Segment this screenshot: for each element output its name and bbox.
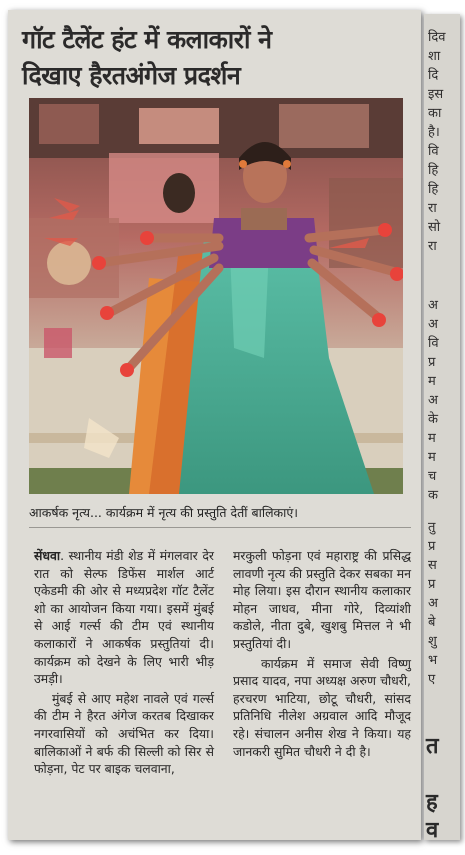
dateline: सेंधवा xyxy=(34,548,61,563)
newspaper-clipping xyxy=(8,10,421,840)
fragment: के xyxy=(428,412,438,427)
paragraph-1-text: . स्थानीय मंडी शेड में मंगलवार देर रात को सेल्फ डिफेंस मार्शल आर्ट एकेडमी की ओर से मध्यप्रदेश गॉट टैलेंट शो का आयोजन किया गया। इसमें मुंबई से आई गर्ल्स की टीम एवं स्थानीय कलाकारों ने आकर्षक प्रस्तुतियां दी। कार्यक्रम को देखने के लिए भारी भीड़ उमड़ी। xyxy=(34,548,214,687)
fragment: म xyxy=(428,450,436,465)
fragment: भ xyxy=(428,653,438,668)
fragment: ए xyxy=(428,672,436,687)
fragment: वि xyxy=(428,336,439,351)
fragment: इस xyxy=(428,87,444,102)
fragment: हि xyxy=(428,163,439,178)
fragment: प्र xyxy=(428,577,436,592)
article-column-1 xyxy=(34,547,214,780)
fragment: रा xyxy=(428,201,437,216)
fragment: है। xyxy=(428,125,440,140)
adjacent-text-low xyxy=(428,518,458,689)
fragment: अ xyxy=(428,596,438,611)
fragment: सो xyxy=(428,220,441,235)
fragment: क xyxy=(428,488,438,503)
caption-divider xyxy=(29,527,411,528)
fragment: अ xyxy=(428,393,438,408)
fragment: हि xyxy=(428,182,439,197)
fragment: तु xyxy=(428,520,436,535)
fragment: का xyxy=(428,106,442,121)
fragment: दिव xyxy=(428,30,446,45)
adjacent-text-top xyxy=(428,28,458,256)
fragment: बे xyxy=(428,615,436,630)
photo-caption: आकर्षक नृत्य... कार्यक्रम में नृत्य की प्रस्तुति देतीं बालिकाएं। xyxy=(29,505,299,520)
headline xyxy=(22,22,412,94)
dance-performance-image xyxy=(29,98,403,494)
fragment: रा xyxy=(428,239,437,254)
adjacent-clipping xyxy=(424,14,460,840)
paragraph-4: कार्यक्रम में समाज सेवी विष्णु प्रसाद यादव, नपा अध्यक्ष अरुण चौधरी, हरचरण भाटिया, छोटू चौधरी, सांसद प्रतिनिधि नीलेश अग्रवाल आदि मौजूद रहे। संचालन अनीस शेख ने किया। यह जानकरी सुमित चौधरी ने दी है। xyxy=(233,655,411,759)
fragment: च xyxy=(428,469,437,484)
fragment: प्र xyxy=(428,539,436,554)
paragraph-1 xyxy=(34,547,214,688)
headline-line-1: गॉट टैलेंट हंट में कलाकारों ने xyxy=(22,25,272,54)
fragment: स xyxy=(428,558,437,573)
adjacent-heading-fragment: ह xyxy=(426,790,438,815)
fragment: वि xyxy=(428,144,439,159)
paragraph-3: मरकुली फोड़ना एवं महाराष्ट्र की प्रसिद्ध लावणी नृत्य की प्रस्तुति देकर सबका मन मोह लिया। इस दौरान स्थानीय कलाकार मोहन जाधव, मीना गोरे, दिव्यांशी कडोले, नीता दुबे, खुशबु मित्तल ने भी प्रस्तुतियां दी। xyxy=(233,548,411,651)
fragment: शा xyxy=(428,49,441,64)
article-column-2 xyxy=(233,547,411,762)
headline-line-2: दिखाए हैरतअंगेज प्रदर्शन xyxy=(22,61,241,90)
fragment: शु xyxy=(428,634,437,649)
fragment: म xyxy=(428,374,436,389)
fragment: दि xyxy=(428,68,439,83)
paragraph-2: मुंबई से आए महेश नावले एवं गर्ल्स की टीम ने हैरत अंगेज करतब दिखाकर नगरवासियों को अचंभित कर दिया। बालिकाओं ने बर्फ की सिल्ली को सिर से फोड़ना, पेट पर बाइक चलवाना, xyxy=(34,690,214,777)
fragment: प्र xyxy=(428,355,436,370)
adjacent-heading-fragment: व xyxy=(426,818,439,840)
fragment: अ xyxy=(428,317,438,332)
fragment: म xyxy=(428,431,436,446)
news-photo xyxy=(29,98,403,494)
fragment: अ xyxy=(428,298,438,313)
adjacent-heading-fragment: त xyxy=(426,734,439,759)
adjacent-text-mid xyxy=(428,296,458,505)
